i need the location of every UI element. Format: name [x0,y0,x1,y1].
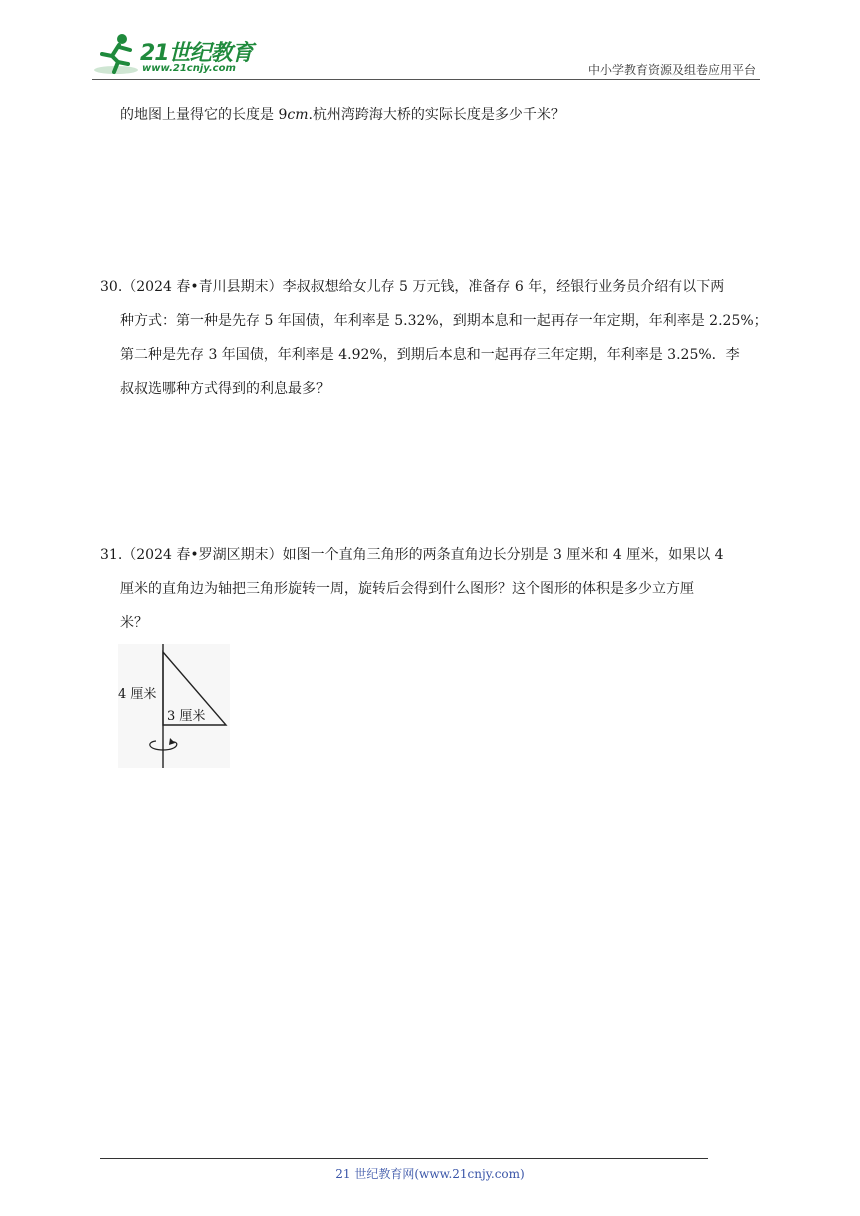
q31-line-1-text: （2024 春•罗湖区期末）如图一个直角三角形的两条直角边长分别是 3 厘米和 4 厘米，如果以 4 [122,547,724,563]
header-platform-title: 中小学教育资源及组卷应用平台 [587,63,756,77]
rotation-triangle-figure [118,644,230,768]
q30-number: 30. [100,279,123,295]
runner-logo-icon [92,32,140,76]
q30-line-3: 第二种是先存 3 年国债，年利率是 4.92%，到期后本息和一起再存三年定期，年利率是 3.25%．李 [120,347,740,363]
label-4cm: 4 厘米 [118,687,157,702]
question-31 [100,538,770,640]
q30-line-1-text: （2024 春•青川县期末）李叔叔想给女儿存 5 万元钱，准备存 6 年，经银行业务员介绍有以下两 [122,279,725,295]
q29-unit-cm: cm [287,107,309,123]
footer-divider [100,1158,708,1159]
q30-line-2: 种方式：第一种是先存 5 年国债，年利率是 5.32%，到期本息和一起再存一年定期，年利率是 2.25%； [120,313,768,329]
q31-line-3: 米？ [120,615,148,631]
q31-line-2: 厘米的直角边为轴把三角形旋转一周，旋转后会得到什么图形？这个图形的体积是多少立方厘 [120,581,694,597]
header-divider [92,79,760,80]
q29-text-pre: 的地图上量得它的长度是 9 [120,107,288,123]
logo-brand-text: 21世纪教育 [140,41,253,66]
label-3cm: 3 厘米 [167,709,206,724]
site-logo [92,32,262,78]
footer-site-link[interactable]: 21 世纪教育网(www.21cnjy.com) [335,1167,525,1181]
q29-text-post: .杭州湾跨海大桥的实际长度是多少千米？ [308,107,565,123]
q31-line-1 [100,538,770,572]
q31-number: 31. [100,547,123,563]
question-30 [100,270,770,406]
logo-url-text: www.21cnjy.com [142,63,236,74]
triangle-diagram [118,644,230,768]
question-29-continuation [100,98,770,132]
q29-line-1 [100,98,770,132]
q30-line-1 [100,270,770,304]
q30-line-4: 叔叔选哪种方式得到的利息最多？ [120,381,330,397]
page-header [0,0,860,80]
